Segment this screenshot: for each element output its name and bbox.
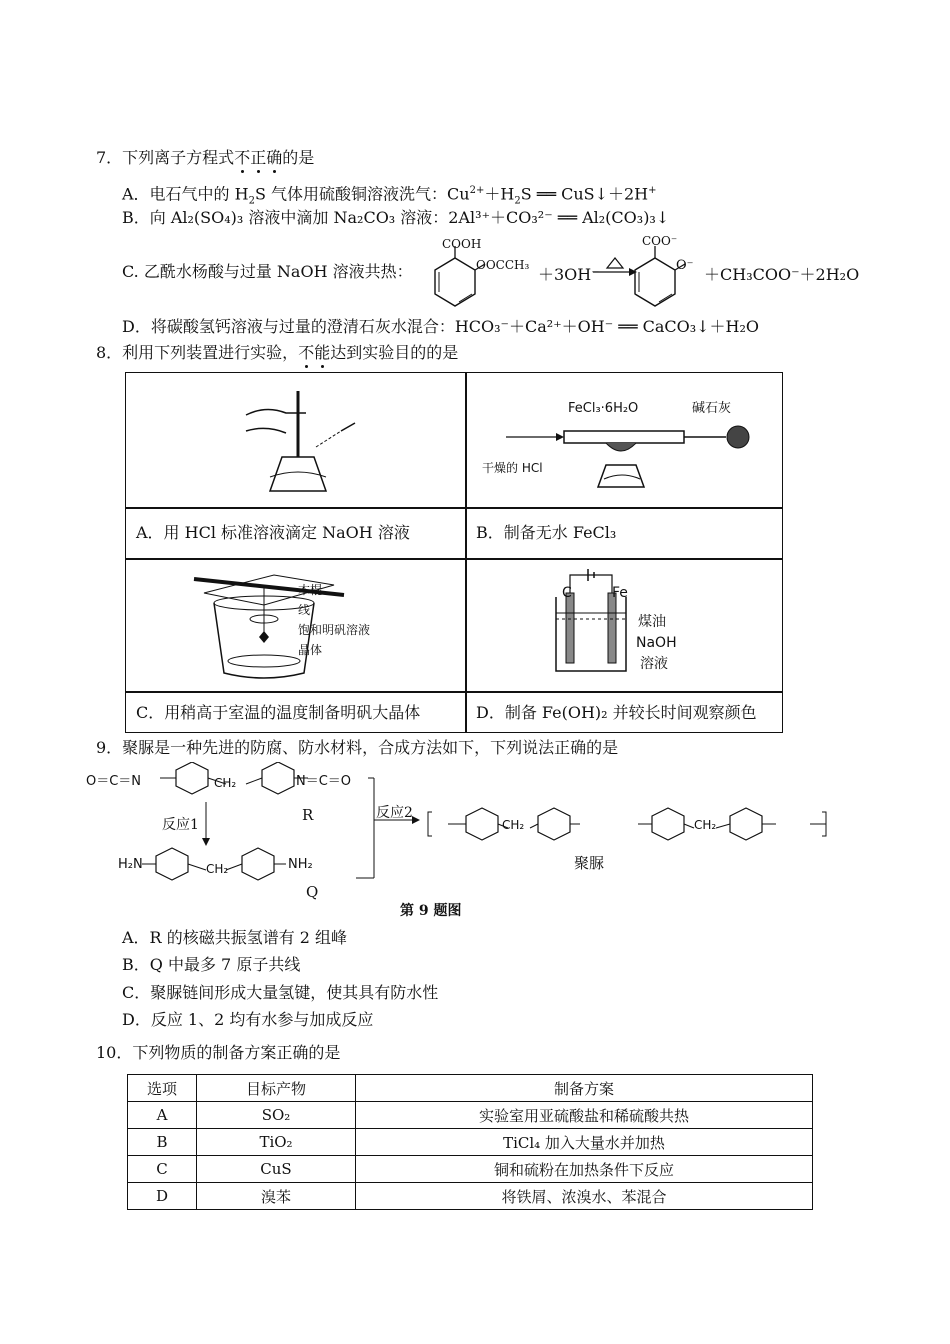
table-header-cell: 制备方案 (356, 1075, 813, 1102)
q9-option-d: D．反应 1、2 均有水参与加成反应 (122, 1010, 374, 1029)
q7-c-cooh: COOH (442, 237, 482, 251)
table-cell: 将铁屑、浓溴水、苯混合 (356, 1183, 813, 1210)
q8-b-apparatus-figure (506, 413, 776, 503)
q7-c-plus: ＋3OH⁻ (538, 265, 600, 284)
q9-react2: 反应2 (376, 805, 413, 821)
q8-stem: 8．利用下列装置进行实验，不能达到实验目的的是 (96, 343, 459, 362)
q7-option-a: A．电石气中的 $H_2S$ 气体用硫酸铜溶液洗气：$Cu^{2+}+H_2S$ ══ CuS↓＋2H+ (122, 184, 657, 207)
q8-c-label-thread: 线 (298, 603, 311, 617)
table-cell: TiCl₄ 加入大量水并加热 (356, 1129, 813, 1156)
q9-option-c: C．聚脲链间形成大量氢键，使其具有防水性 (122, 983, 439, 1002)
q8-c-label-stick: 木棍 (298, 583, 323, 597)
table-header-cell: 目标产物 (197, 1075, 356, 1102)
table-cell: A (128, 1102, 197, 1129)
table-cell: CuS (197, 1156, 356, 1183)
table-row (128, 1156, 813, 1183)
q7-c-o: O⁻ (676, 258, 694, 273)
q10-table (127, 1074, 813, 1210)
table-row (128, 1102, 813, 1129)
table-row (128, 1129, 813, 1156)
benzene-ring (635, 258, 675, 306)
q9-q-label: Q (306, 883, 319, 901)
table-row (128, 1183, 813, 1210)
q9-ch2-p2: CH₂ (694, 818, 717, 832)
q8-c-label-crystal: 晶体 (298, 643, 323, 657)
q7-c-ooccH3: OOCCH₃ (476, 258, 530, 272)
q8-caption-d: D．制备 Fe(OH)₂ 并较长时间观察颜色 (476, 703, 757, 722)
table-cell: C (128, 1156, 197, 1183)
q8-b-label-lime: 碱石灰 (692, 401, 732, 416)
q9-r-label: R (302, 806, 314, 824)
q9-ch2-r: CH₂ (214, 776, 237, 790)
q7-c-coo: COO⁻ (642, 234, 678, 248)
q9-reaction-scheme (86, 762, 846, 902)
q9-h2n: H₂N (118, 857, 143, 872)
table-cell: 铜和硫粉在加热条件下反应 (356, 1156, 813, 1183)
table-cell: 实验室用亚硫酸盐和稀硫酸共热 (356, 1102, 813, 1129)
q9-oc-left: O＝C＝N (86, 774, 142, 789)
q8-caption-c: C．用稍高于室温的温度制备明矾大晶体 (136, 703, 421, 722)
table-cell: B (128, 1129, 197, 1156)
q9-react1: 反应1 (162, 817, 199, 833)
q9-ch2-p1: CH₂ (502, 818, 525, 832)
benzene-ring (435, 258, 475, 306)
q8-d-label-oil: 煤油 (638, 614, 666, 630)
q9-nh2: NH₂ (288, 857, 313, 872)
q7-option-d: D．将碳酸氢钙溶液与过量的澄清石灰水混合：HCO₃⁻＋Ca²⁺＋OH⁻ ══ CaCO₃↓＋H₂O (122, 317, 760, 336)
q8-d-label-fe: Fe (612, 585, 628, 601)
q8-d-label-naoh: NaOH (636, 635, 677, 651)
q9-option-a: A．R 的核磁共振氢谱有 2 组峰 (122, 928, 348, 947)
q8-b-label-hcl: 干燥的 HCl (482, 461, 543, 475)
q8-caption-a: A．用 HCl 标准溶液滴定 NaOH 溶液 (136, 523, 410, 542)
table-cell: TiO₂ (197, 1129, 356, 1156)
q8-table (125, 372, 783, 733)
q7-stem: 7．下列离子方程式不正确的是 (96, 148, 315, 167)
table-cell: D (128, 1183, 197, 1210)
q9-figure-caption: 第 9 题图 (400, 903, 462, 919)
table-cell: SO₂ (197, 1102, 356, 1129)
q9-nco-right: N＝C＝O (296, 774, 352, 789)
q8-d-label-c: C (562, 585, 572, 601)
q9-polyurea-label: 聚脲 (574, 854, 605, 872)
q8-b-label-fecl3: FeCl₃·6H₂O (568, 401, 639, 416)
q9-ch2-q: CH₂ (206, 862, 229, 876)
table-header-row (128, 1075, 813, 1102)
q8-a-titration-figure (226, 387, 376, 499)
q10-stem: 10．下列物质的制备方案正确的是 (96, 1043, 341, 1062)
table-cell: 溴苯 (197, 1183, 356, 1210)
q7-option-b: B．向 Al₂(SO₄)₃ 溶液中滴加 Na₂CO₃ 溶液：2Al³⁺＋CO₃²⁻ ══ Al₂(CO₃)₃↓ (122, 208, 670, 227)
q8-caption-b: B．制备无水 FeCl₃ (476, 523, 617, 542)
q9-option-b: B．Q 中最多 7 原子共线 (122, 955, 301, 974)
table-header-cell: 选项 (128, 1075, 197, 1102)
q8-d-label-soln: 溶液 (640, 656, 668, 672)
q7-c-products: ＋CH₃COO⁻＋2H₂O (704, 265, 860, 284)
q9-stem: 9．聚脲是一种先进的防腐、防水材料，合成方法如下，下列说法正确的是 (96, 738, 619, 757)
q7-option-c: C. 乙酰水杨酸与过量 NaOH 溶液共热： (122, 262, 413, 281)
q8-c-label-solution: 饱和明矾溶液 (298, 623, 371, 637)
